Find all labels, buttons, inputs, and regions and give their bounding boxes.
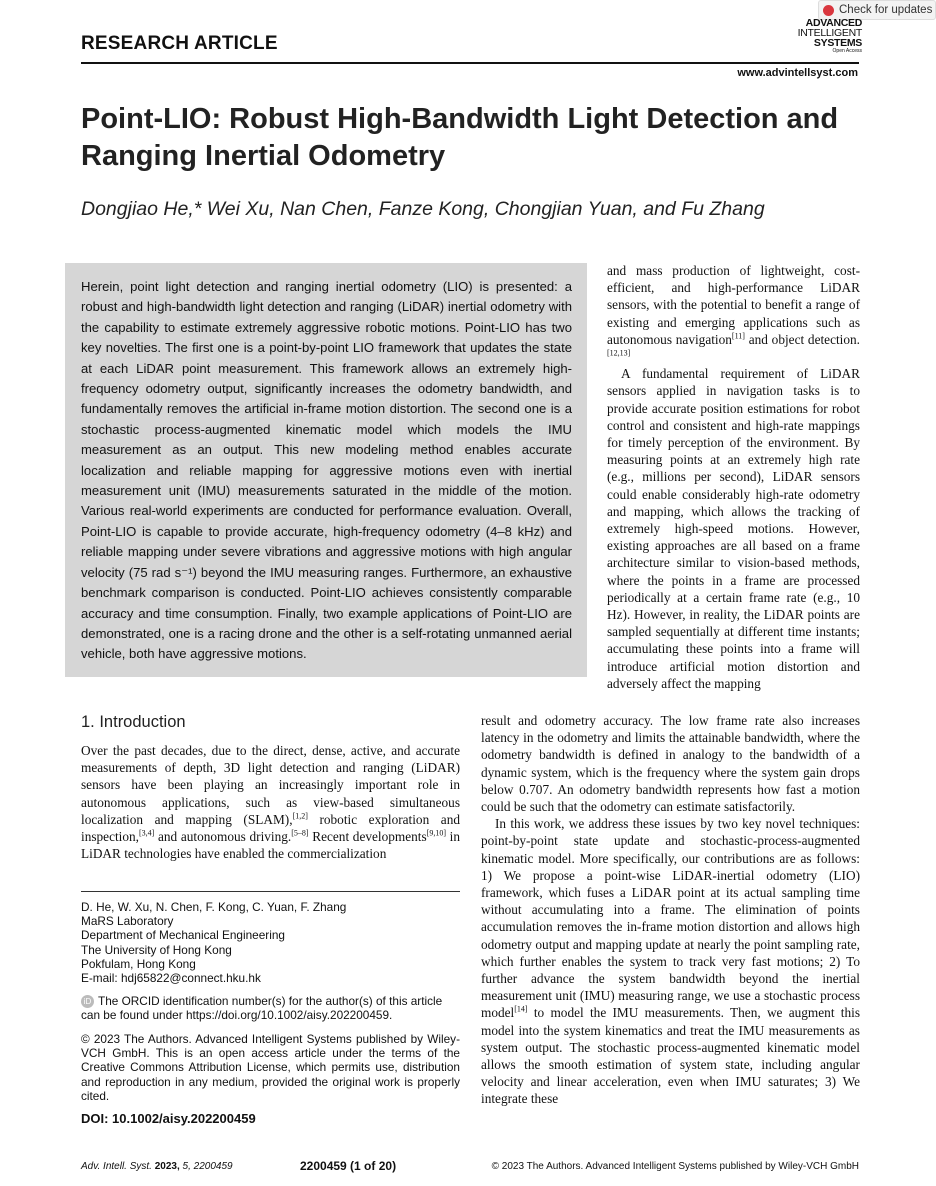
citation-ref[interactable]: [5–8] [291, 828, 309, 838]
footer-journal: Adv. Intell. Syst. [81, 1161, 152, 1172]
footer-page-number: 2200459 (1 of 20) [300, 1159, 397, 1173]
title-line-2: Ranging Inertial Odometry [81, 140, 446, 172]
affiliation-block [81, 900, 460, 985]
intro-p1-f: and mass production of lightweight, cost-efficient, and high-performance LiDAR sensors, with the potential to benefit a range of existing and emerging applications such as autonomous navigation [607, 263, 860, 347]
section-heading: 1. Introduction [81, 713, 186, 731]
intro-p3-b: to model the IMU measurements. Then, we augment this model into the system kinematics and treat the IMU measurements as system output. The stochastic process-augmented kinematic model allows the smooth estimation of system state, including angular velocity and linear acceleration, even when IMU saturates; 3) We integrate these [481, 1005, 860, 1107]
citation-ref[interactable]: [12,13] [607, 348, 631, 358]
citation-ref[interactable]: [1,2] [292, 811, 308, 821]
orcid-text: The ORCID identification number(s) for the author(s) of this article can be found under https://doi.org/10.1002/aisy.202200459. [81, 994, 443, 1023]
intro-p1-d: Recent developments [308, 829, 427, 845]
affiliation-place: Pokfulam, Hong Kong [81, 956, 196, 971]
citation-ref[interactable]: [9,10] [426, 828, 446, 838]
intro-p2: A fundamental requirement of LiDAR sensors applied in navigation tasks is to provide accurate position estimations for robot control and consistent and high-rate mappings for timely perception of the environment. By measuring points at an extremely high rate (e.g., millions per second), LiDAR sensors could enable considerably high-rate odometry and mapping, which allows the tracking of extremely high-speed motions. However, existing approaches are all based on a frame architecture similar to vision-based methods, where the points in a frame are processed periodically at a certain frame rate (e.g., 10 Hz). However, in reality, the LiDAR points are sampled sequentially at different time instants; accumulating these points into a frame will introduce artificial motion distortion and adversely affect the mapping [607, 366, 860, 691]
logo-line-1: ADVANCED [805, 17, 862, 29]
intro-p1-a: Over the past decades, due to the direct, dense, active, and accurate measurements of depth, 3D light detection and ranging (LiDAR) sensors have been playing an increasingly important role in autonomous applications, such as view-based simultaneous localization and mapping (SLAM), [81, 743, 460, 827]
license-note: © 2023 The Authors. Advanced Intelligent Systems published by Wiley-VCH GmbH. This is an open access article under the terms of the Creative Commons Attribution License, which permits use, distribution and reproduction in any medium, provided the original work is properly cited. [81, 1032, 460, 1103]
intro-p1-b: robotic exploration and inspection, [81, 811, 460, 845]
orcid-icon[interactable]: iD [81, 995, 94, 1008]
header-divider [81, 62, 859, 64]
footer-citation [81, 1161, 233, 1172]
affiliation-university: The University of Hong Kong [81, 942, 232, 957]
intro-p3-a: In this work, we address these issues by two key novel techniques: point-by-point state update and stochastic-process-augmented kinematic model. More specifically, our contributions are as follows: 1) We propose a point-wise LiDAR-inertial odometry (LIO) framework, which fuses a LiDAR point at its actual sampling time without accumulating into a frame. The elimination of points accumulation removes the in-frame motion distortion and allows high odometry output and mapping update at nearly the point sampling rate, which further enables the system to track very fast motions; 2) To further advance the system bandwidth beyond the inertial measurement unit (IMU) measuring range, we use a stochastic process model [481, 816, 860, 1021]
article-type: RESEARCH ARTICLE [81, 33, 278, 54]
footnote-divider [81, 891, 460, 892]
affiliation-email[interactable]: E-mail: hdj65822@connect.hku.hk [81, 971, 261, 986]
doi-link[interactable]: DOI: 10.1002/aisy.202200459 [81, 1111, 256, 1126]
journal-url[interactable]: www.advintellsyst.com [737, 67, 858, 79]
intro-right-column-top [607, 262, 860, 692]
logo-line-2: INTELLIGENT [797, 27, 862, 39]
intro-p1-c: and autonomous driving. [154, 829, 292, 845]
logo-line-3: SYSTEMS [813, 37, 862, 49]
title-line-1: Point-LIO: Robust High-Bandwidth Light Detection and [81, 103, 839, 135]
footer-copyright: © 2023 The Authors. Advanced Intelligent Systems published by Wiley-VCH GmbH [491, 1161, 859, 1172]
affiliation-lab: MaRS Laboratory [81, 914, 174, 929]
article-title [81, 101, 841, 175]
intro-right-column-bottom [481, 712, 860, 1108]
check-for-updates-label: Check for updates [839, 4, 933, 16]
abstract-text: Herein, point light detection and ranging inertial odometry (LIO) is presented: a robust and high-bandwidth light detection and ranging (LiDAR) inertial odometry with the capability to estimate extremely aggressive robotic motions. Point-LIO has two key novelties. The first one is a point-by-point LIO framework that updates the state at each LiDAR point measurement. This framework allows an extremely high-frequency odometry output, significantly increases the odometry bandwidth, and fundamentally removes the artificial in-frame motion distortion. The second one is a stochastic process-augmented kinematic model which models the IMU measurement as an output. This new modeling method enables accurate localization and reliable mapping for aggressive motions even with inertial measurement unit (IMU) measurements saturated in the middle of the motion. Various real-world experiments are conducted for performance evaluation. Overall, Point-LIO is capable to provide accurate, high-frequency odometry (4–8 kHz) and reliable mapping under severe vibrations and aggressive motions with high angular velocity (75 rad s⁻¹) beyond the IMU measuring ranges. Furthermore, an exhaustive benchmark comparison is conducted. Point-LIO achieves consistently comparable accuracy and time consumption. Finally, two example applications of Point-LIO are demonstrated, one is a racing drone and the other is a self-rotating unmanned aerial vehicle, both have aggressive motions. [81, 279, 572, 662]
citation-ref[interactable]: [14] [514, 1005, 528, 1015]
journal-logo [778, 18, 862, 54]
affiliation-dept: Department of Mechanical Engineering [81, 928, 285, 943]
citation-ref[interactable]: [11] [731, 331, 745, 341]
intro-left-column [81, 742, 460, 862]
footer-volume: 5, 2200459 [182, 1161, 233, 1172]
orcid-note [81, 994, 460, 1023]
footer-year: 2023, [154, 1161, 180, 1172]
logo-line-4: Open Access [832, 48, 862, 54]
intro-p1-g: and object detection. [744, 331, 860, 347]
author-list: Dongjiao He,* Wei Xu, Nan Chen, Fanze Kong, Chongjian Yuan, and Fu Zhang [81, 198, 765, 220]
affiliation-names: D. He, W. Xu, N. Chen, F. Kong, C. Yuan, F. Zhang [81, 900, 347, 914]
intro-p1-e: in LiDAR technologies have enabled the commercialization [81, 829, 460, 862]
citation-ref[interactable]: [3,4] [138, 828, 155, 838]
crossmark-icon [823, 5, 834, 16]
intro-p2-cont: result and odometry accuracy. The low frame rate also increases latency in the odometry and limits the attainable bandwidth, where the odometry bandwidth is defined in analogy to the bandwidth of a dynamic system, which is the frequency where the system gain drops below 0.707. An odometry bandwidth represents how fast a motion could be such that the odometry can estimate satisfactorily. [481, 713, 860, 815]
